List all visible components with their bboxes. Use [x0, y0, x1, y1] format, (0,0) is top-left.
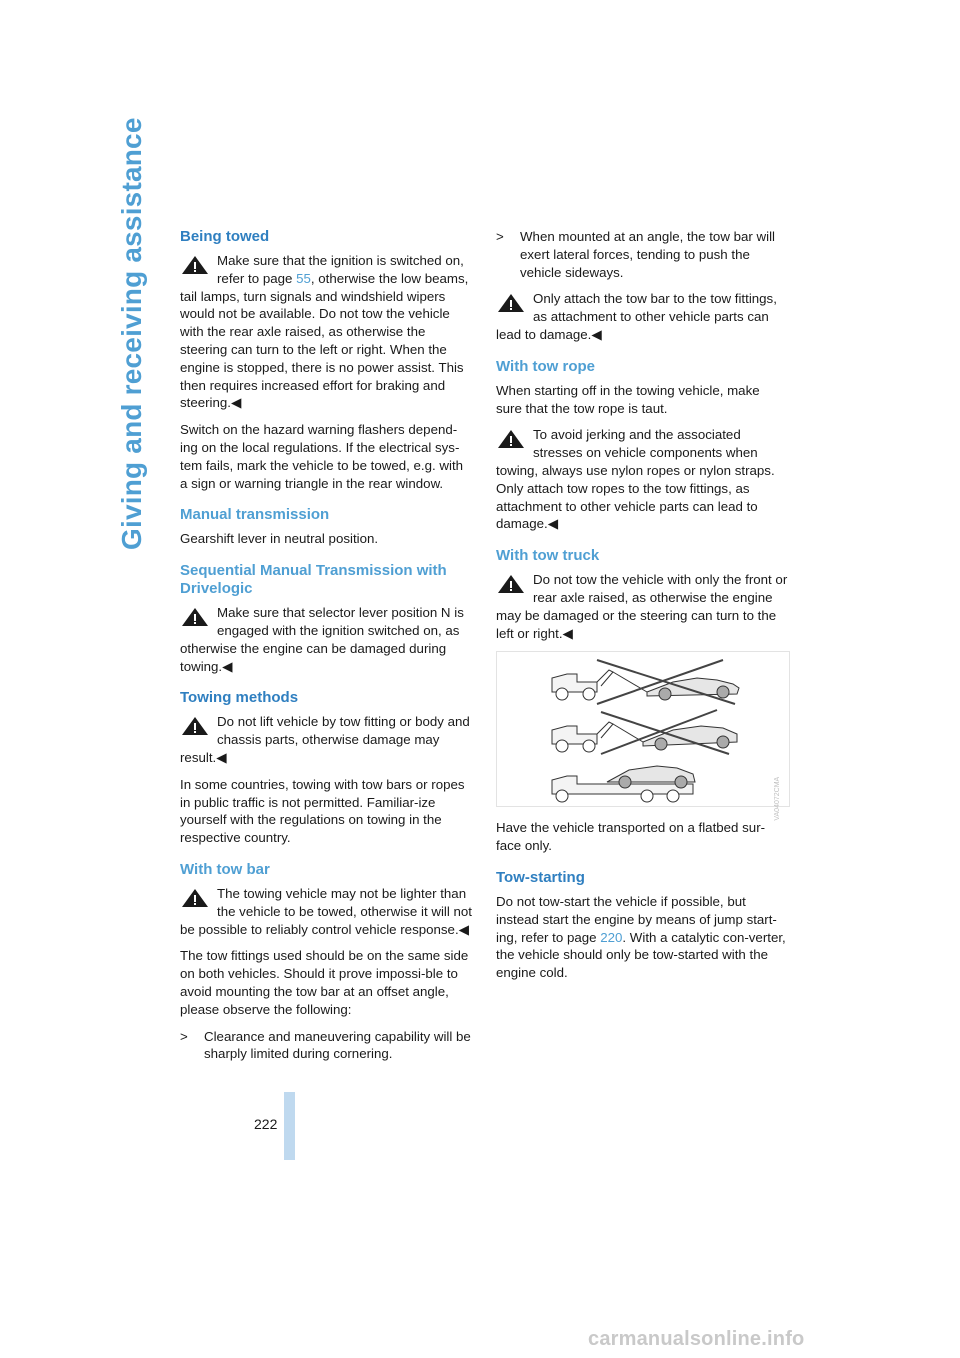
tow-starting-paragraph	[496, 893, 788, 982]
section-tow-bar	[180, 861, 472, 1063]
bullet-text: When mounted at an angle, the tow bar will exert lateral forces, tending to push the vehicle sideways.	[520, 229, 776, 280]
tow-truck-illustration	[496, 651, 790, 821]
warning-text-2: , otherwise the low beams, tail lamps, turn signals and windshield wipers would not be available. Do not tow the vehicle with the rear axle raised, as otherwise the steering can turn to the left or right. When the engine is stopped, there is no power assist. This then requires increased effort for braking and steering.◀	[180, 270, 469, 411]
bullet-text: Clearance and maneuvering capability will be sharply limited during cornering.	[204, 1028, 471, 1062]
page-link-220[interactable]: 220	[600, 929, 623, 945]
heading-tow-rope: With tow rope	[496, 357, 596, 375]
warning-tow-bar	[180, 885, 472, 938]
heading-manual-transmission: Manual transmission	[180, 506, 330, 524]
tow-truck-warning-text: Do not tow the vehicle with only the front or rear axle raised, as otherwise the engine may be damaged or the steering can turn to the left or right.◀	[496, 572, 788, 641]
list-item	[180, 1028, 472, 1064]
heading-smg: Sequential Manual Transmission with Drivelogic	[180, 562, 447, 598]
section-tow-truck	[496, 547, 788, 855]
right-column	[496, 228, 788, 991]
warning-tow-truck	[496, 571, 788, 642]
hazard-paragraph: Switch on the hazard warning flashers depend-ing on the local regulations. If the electrical sys-tem fails, mark the vehicle to be towed, e.g. with a sign or warning triangle in the rear window.	[180, 422, 464, 491]
tow-starting-text-2: . With a catalytic con-verter, the vehicle should only be tow-started with the engine cold.	[496, 929, 786, 981]
section-methods	[180, 689, 472, 847]
tow-starting-text-1: Do not tow-start the vehicle if possible, but instead start the engine by means of jump start-ing, refer to page	[496, 893, 777, 945]
warning-icon	[180, 606, 210, 628]
heading-being-towed: Being towed	[180, 228, 270, 245]
heading-tow-bar: With tow bar	[180, 860, 270, 878]
side-title-wrap	[116, 30, 156, 1080]
left-column	[180, 228, 472, 1072]
warning-icon	[180, 887, 210, 909]
warning-being-towed	[180, 252, 472, 412]
tow-fittings-warning-text: Only attach the tow bar to the tow fittings, as attachment to other vehicle parts can lead to damage.◀	[496, 291, 777, 342]
section-tow-rope	[496, 358, 788, 533]
warning-text-1: Make sure that the ignition is switched on, refer to page	[217, 253, 464, 286]
section-smg	[180, 562, 472, 675]
heading-tow-truck: With tow truck	[496, 547, 600, 565]
warning-icon	[180, 254, 210, 276]
warning-smg	[180, 604, 472, 675]
figure-code: VA04072CMA	[774, 776, 782, 821]
section-manual	[180, 506, 472, 548]
tow-truck-diagram	[497, 652, 789, 806]
page-number: 222	[254, 1116, 278, 1132]
smg-warning-text: Make sure that selector lever position N is engaged with the ignition switched on, as otherwise the engine can be damaged during towing.◀	[180, 605, 464, 674]
methods-warning-text: Do not lift vehicle by tow fitting or body and chassis parts, otherwise damage may result.◀	[180, 714, 470, 765]
methods-paragraph: In some countries, towing with tow bars or ropes in public traffic is not permitted. Familiar-ize yourself with the regulations on towing in the respective country.	[180, 776, 465, 846]
warning-icon	[496, 573, 526, 595]
warning-icon	[180, 715, 210, 737]
heading-towing-methods: Towing methods	[180, 689, 299, 707]
section-tow-starting	[496, 869, 788, 982]
tow-truck-1	[552, 670, 613, 700]
watermark: carmanualsonline.info	[588, 1328, 805, 1350]
tow-rope-warning-text: To avoid jerking and the associated stresses on vehicle components when towing, always use nylon ropes or nylon straps. Only attach tow ropes to the tow fittings, as attachment to other vehicle parts can lead to damage.◀	[496, 427, 775, 532]
warning-tow-rope	[496, 426, 788, 533]
heading-tow-starting: Tow-starting	[496, 868, 585, 886]
warning-methods	[180, 713, 472, 766]
warning-tow-fittings	[496, 290, 788, 343]
warning-icon	[496, 428, 526, 450]
manual-paragraph: Gearshift lever in neutral position.	[180, 531, 379, 547]
bullet-marker: >	[496, 229, 504, 244]
tow-bar-warning-text: The towing vehicle may not be lighter than the vehicle to be towed, otherwise it will not be possible to reliably control vehicle response.◀	[180, 885, 472, 937]
bullet-marker: >	[180, 1028, 188, 1044]
tow-rope-paragraph: When starting off in the towing vehicle, make sure that the tow rope is taut.	[496, 382, 760, 416]
chapter-title: Giving and receiving assistance	[116, 117, 147, 550]
warning-icon	[496, 292, 526, 314]
tow-truck-2	[552, 722, 613, 752]
page-bar	[284, 1092, 295, 1160]
list-item	[496, 228, 788, 281]
tow-bar-paragraph: The tow fittings used should be on the same side on both vehicles. Should it prove impossi-ble to avoid mounting the tow bar at an offset angle, please observe the following:	[180, 948, 469, 1017]
page-link-55[interactable]: 55	[296, 270, 311, 286]
tow-truck-paragraph: Have the vehicle transported on a flatbed sur-face only.	[496, 820, 766, 854]
